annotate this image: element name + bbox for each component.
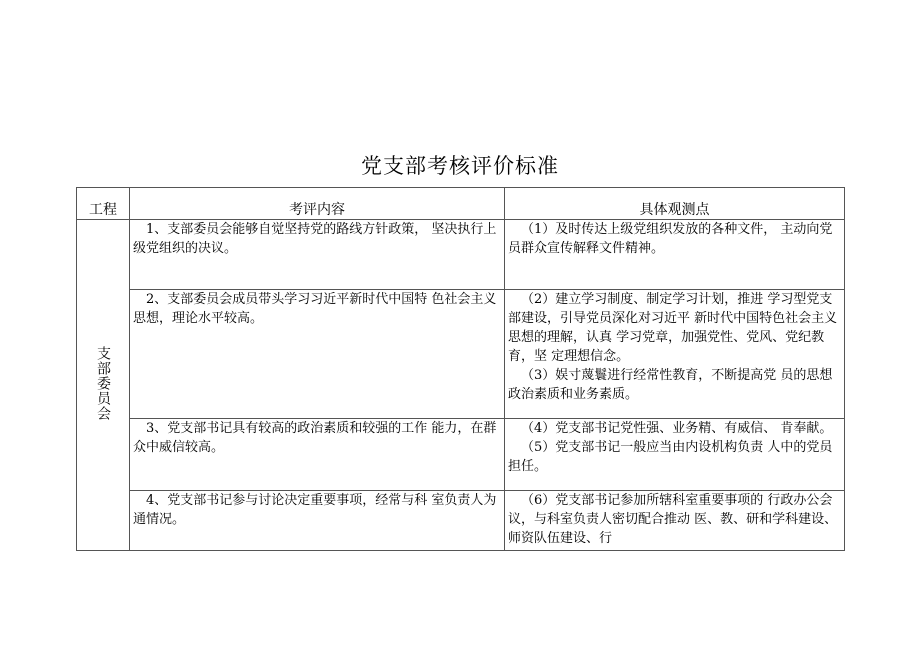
point-text: （5）党支部书记一般应当由内设机构负责 人中的党员担任。 [508, 440, 833, 474]
header-content: 考评内容 [130, 188, 505, 220]
points-cell [505, 220, 845, 290]
point-text: （1）及时传达上级党组织发放的各种文件， 主动向党员群众宣传解释文件精神。 [508, 222, 833, 256]
table-row [77, 220, 845, 290]
evaluation-table [76, 187, 845, 551]
table-row [77, 290, 845, 419]
category-label: 支部委员会 [95, 345, 111, 421]
table-header-row [77, 188, 845, 220]
table-row [77, 491, 845, 551]
content-text: 3、党支部书记具有较高的政治素质和较强的工作 能力，在群众中威信较高。 [133, 421, 497, 455]
content-text: 1、支部委员会能够自觉坚持党的路线方针政策， 坚决执行上级党组织的决议。 [133, 222, 497, 256]
content-cell [130, 220, 505, 290]
point-text: （3）娱寸蔑鬟进行经常性教育，不断提高党 员的思想政治素质和业务素质。 [508, 368, 833, 402]
header-project: 工程 [77, 188, 130, 220]
table-row [77, 419, 845, 491]
content-cell [130, 290, 505, 419]
content-cell [130, 419, 505, 491]
point-text: （4）党支部书记党性强、业务精、有威信、 肯奉献。 [521, 421, 833, 436]
page-title: 党支部考核评价标准 [361, 154, 559, 178]
header-points: 具体观测点 [505, 188, 845, 220]
points-cell [505, 290, 845, 419]
content-cell [130, 491, 505, 551]
category-cell [77, 220, 130, 551]
points-cell [505, 419, 845, 491]
points-cell [505, 491, 845, 551]
content-text: 2、支部委员会成员带头学习习近平新时代中国特 色社会主义思想，理论水平较高。 [133, 292, 497, 326]
content-text: 4、党支部书记参与讨论决定重要事项，经常与科 室负责人为通情况。 [133, 493, 497, 527]
point-text: （6）党支部书记参加所辖科室重要事项的 行政办公会议，与科室负责人密切配合推动 医、教、研和学科建设、师资队伍建设、行 [508, 493, 838, 546]
point-text: （2）建立学习制度、制定学习计划，推进 学习型党支部建设，引导党员深化对习近平 新时代中国特色社会主义思想的理解，认真 学习党章，加强党性、党风、党纪教育，坚 定理想信念。 [508, 292, 838, 364]
